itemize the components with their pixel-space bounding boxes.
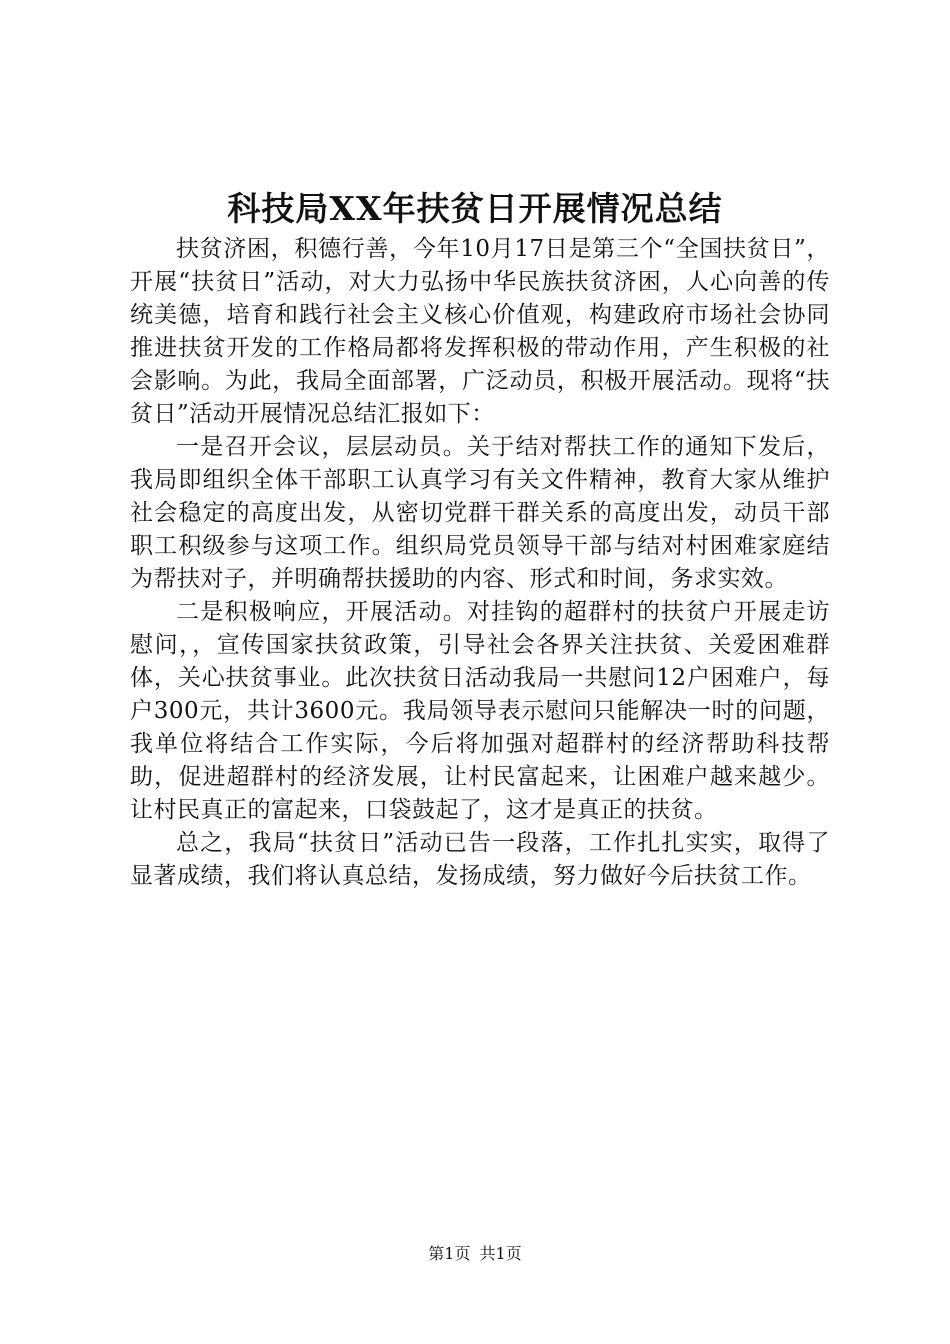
document-body: [130, 233, 830, 893]
page-footer: [0, 1242, 950, 1266]
page-number-current: 第1页: [428, 1244, 471, 1263]
paragraph-conclusion: 总之，我局“扶贫日”活动已告一段落，工作扎扎实实，取得了显著成绩，我们将认真总结，发扬成绩，努力做好今后扶贫工作。: [130, 830, 830, 889]
paragraph-intro: 扶贫济困，积德行善，今年10月17日是第三个“全国扶贫日”，开展“扶贫日”活动，对大力弘扬中华民族扶贫济困，人心向善的传统美德，培育和践行社会主义核心价值观，构建政府市场社会协同推进扶贫开发的工作格局都将发挥积极的带动作用，产生积极的社会影响。为此，我局全面部署，广泛动员，积极开展活动。现将“扶贫日”活动开展情况总结汇报如下：: [130, 236, 830, 427]
page-number-total: 共1页: [479, 1244, 522, 1263]
document-title: 科技局XX年扶贫日开展情况总结: [227, 189, 723, 228]
paragraph-activities: 二是积极响应，开展活动。对挂钩的超群村的扶贫户开展走访慰问，，宣传国家扶贫政策，引导社会各界关注扶贫、关爱困难群体，关心扶贫事业。此次扶贫日活动我局一共慰问12户困难户，每户300元，共计3600元。我局领导表示慰问只能解决一时的问题，我单位将结合工作实际，今后将加强对超群村的经济帮助科技帮助，促进超群村的经济发展，让村民富起来，让困难户越来越少。让村民真正的富起来，口袋鼓起了，这才是真正的扶贫。: [130, 599, 830, 823]
paragraph-meetings: 一是召开会议，层层动员。关于结对帮扶工作的通知下发后，我局即组织全体干部职工认真学习有关文件精神，教育大家从维护社会稳定的高度出发，从密切党群干群关系的高度出发，动员干部职工积级参与这项工作。组织局党员领导干部与结对村困难家庭结为帮扶对子，并明确帮扶援助的内容、形式和时间，务求实效。: [130, 434, 830, 592]
